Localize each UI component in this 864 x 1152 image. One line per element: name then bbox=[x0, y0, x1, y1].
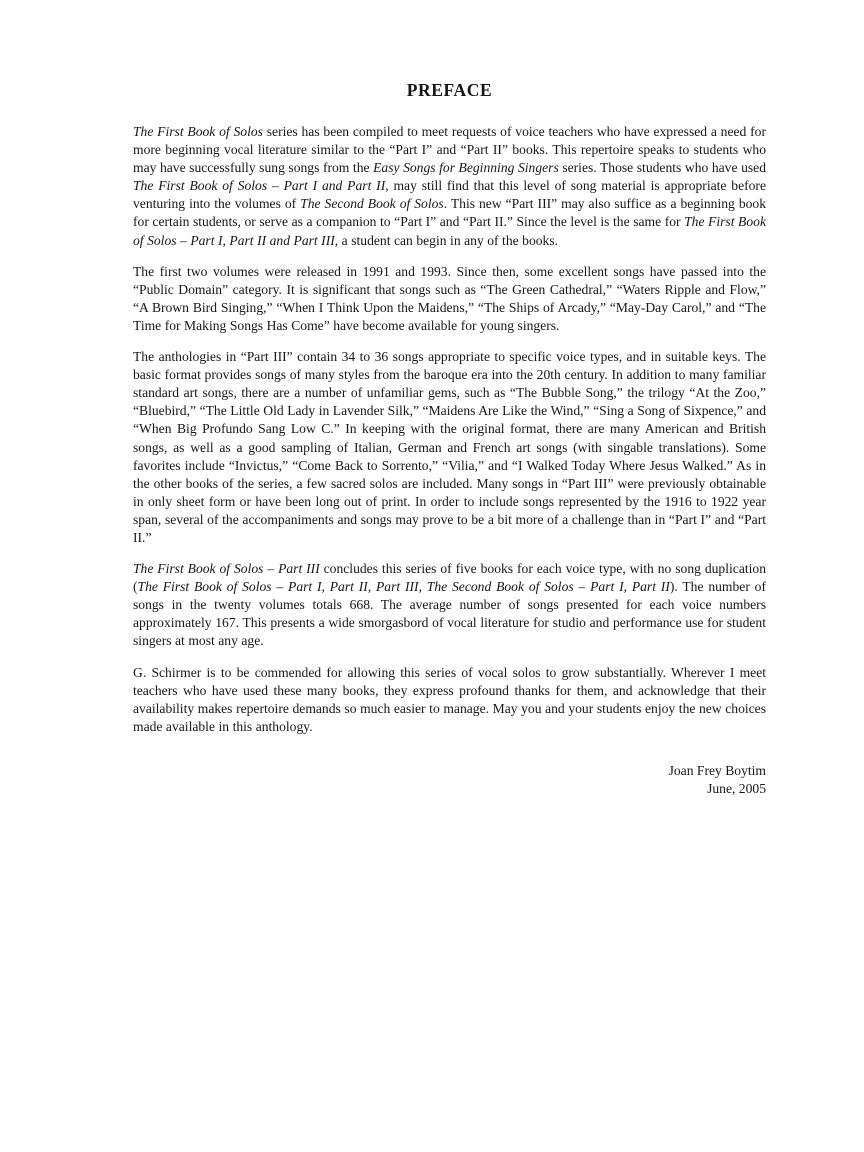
paragraph-list bbox=[133, 123, 766, 736]
paragraph-3 bbox=[133, 348, 766, 547]
paragraph-5 bbox=[133, 664, 766, 736]
text-run: The anthologies in “Part III” contain 34 to 36 songs appropriate to specific voice types, and in suitable keys. The basic format provides songs of many styles from the baroque era into the 20th century. In addition to many familiar standard art songs, there are a number of unfamiliar gems, such as “The Bubble Song,” the trilogy “At the Zoo,” “Bluebird,” “The Little Old Lady in Lavender Silk,” “Maidens Are Like the Wind,” “Sing a Song of Sixpence,” and “When Big Profundo Sang Low C.” In keeping with the original format, there are many American and British songs, as well as a good sampling of Italian, German and French art songs (with singable translations). Some favorites include “Invictus,” “Come Back to Sorrento,” “Vilia,” and “I Walked Today Where Jesus Walked.” As in the other books of the series, a few sacred solos are included. Many songs in “Part III” were previously obtainable in only sheet form or have been long out of print. In order to include songs represented by the 1916 to 1922 year span, several of the accompaniments and songs may prove to be a bit more of a challenge than in “Part I” and “Part II.” bbox=[133, 349, 766, 545]
italic-title-run: Easy Songs for Beginning Singers bbox=[373, 160, 559, 176]
text-run: G. Schirmer is to be commended for allowing this series of vocal solos to grow substantially. Wherever I meet teachers who have used these many books, they express profound thanks for them, and acknowledge that their availability makes repertoire demands so much easier to manage. May you and your students enjoy the new choices made available in this anthology. bbox=[133, 664, 766, 734]
paragraph-1 bbox=[133, 123, 766, 250]
signature-author: Joan Frey Boytim bbox=[668, 762, 766, 778]
text-run: , may still find that this level of song material is appropriate before venturing into the volumes of bbox=[133, 178, 766, 212]
paragraph-2 bbox=[133, 263, 766, 335]
paragraph-4 bbox=[133, 560, 766, 650]
text-run: , a student can begin in any of the books. bbox=[334, 232, 559, 248]
text-run: series. Those students who have used bbox=[558, 160, 766, 176]
italic-title-run: The First Book of Solos – Part I and Part II bbox=[133, 178, 386, 194]
italic-title-run: The First Book of Solos – Part III bbox=[133, 561, 320, 577]
signature-block bbox=[133, 762, 766, 798]
signature-date: June, 2005 bbox=[707, 781, 766, 796]
preface-content bbox=[133, 80, 766, 798]
text-run: series has been compiled to meet requests of voice teachers who have expressed a need for more beginning vocal literature similar to the “Part I” and “Part II” books. This repertoire speaks to students who may have successfully sung songs from the bbox=[133, 124, 766, 176]
italic-title-run: The Second Book of Solos bbox=[300, 196, 444, 212]
italic-title-run: The First Book of Solos – Part I, Part II, Part III, The Second Book of Solos – Part I, Part II bbox=[137, 579, 670, 595]
text-run: concludes this series of five books for each voice type, with no song duplication ( bbox=[133, 561, 766, 595]
page-title: PREFACE bbox=[406, 80, 493, 100]
text-run: The first two volumes were released in 1991 and 1993. Since then, some excellent songs have passed into the “Public Domain” category. It is significant that songs such as “The Green Cathedral,” “Waters Ripple and Flow,” “A Brown Bird Singing,” “When I Think Upon the Maidens,” “The Ships of Arcady,” “May-Day Carol,” and “The Time for Making Songs Has Come” have become available for young singers. bbox=[133, 263, 766, 333]
italic-title-run: The First Book of Solos bbox=[133, 124, 263, 139]
italic-title-run: The First Book of Solos – Part I, Part II and Part III bbox=[133, 214, 766, 248]
text-run: ). The number of songs in the twenty volumes totals 668. The average number of songs presented for each voice numbers approximately 167. This presents a wide smorgasbord of vocal literature for studio and performance use for student singers at most any age. bbox=[133, 579, 766, 649]
text-run: . This new “Part III” may also suffice as a beginning book for certain students, or serve as a companion to “Part I” and “Part II.” Since the level is the same for bbox=[133, 196, 767, 230]
